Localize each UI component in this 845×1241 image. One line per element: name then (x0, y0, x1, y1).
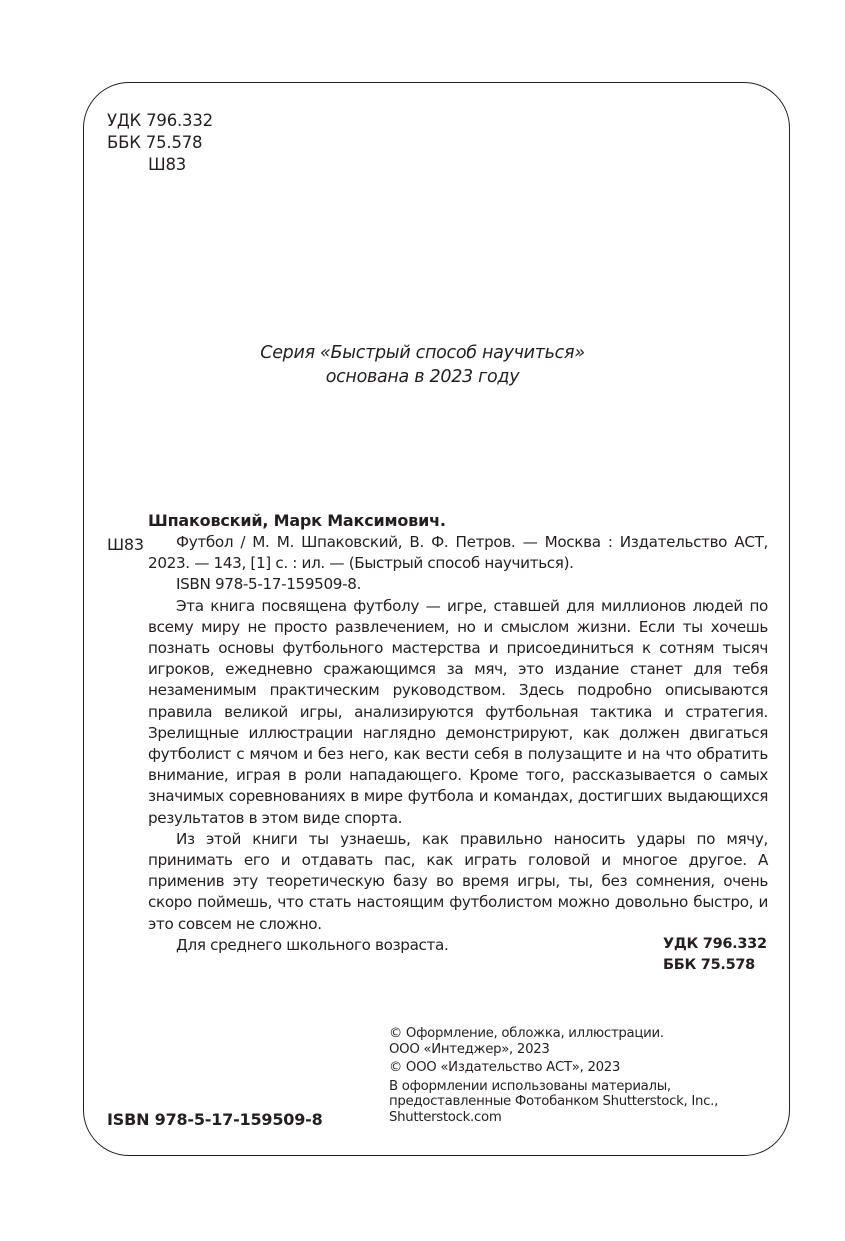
udk-code-bold: УДК 796.332 (663, 936, 767, 952)
bibliographic-record: Футбол / М. М. Шпаковский, В. Ф. Петров. — Москва : Издательство АСТ, 2023. — 143, [1] с. : ил. — (Быстрый способ научиться). (148, 533, 768, 573)
author-heading: Шпаковский, Марк Максимович. (148, 511, 446, 530)
copyright-block (389, 1026, 718, 1128)
age-note: Для среднего школьного возраста. (176, 935, 449, 954)
series-title: Серия «Быстрый способ научиться» (260, 343, 585, 363)
stock-credit-line2: предоставленные Фотобанком Shutterstock, Inc., (389, 1094, 719, 1109)
classification-codes-top (107, 110, 213, 176)
udk-code: УДК 796.332 (107, 111, 213, 130)
classification-codes-bottom (663, 934, 767, 976)
series-founded: основана в 2023 году (325, 367, 520, 387)
copyright-design-line2: ООО «Интеджер», 2023 (389, 1041, 550, 1057)
series-note (0, 341, 845, 389)
author-mark-card: Ш83 (107, 535, 144, 554)
bbk-code: ББК 75.578 (107, 133, 203, 152)
isbn-bottom: ISBN 978-5-17-159509-8 (107, 1110, 323, 1129)
annotation-paragraph-2: Из этой книги ты узнаешь, как правильно наносить удары по мячу, принимать его и отдавать пас, как играть головой и многое другое. А применив эту теоретическую базу во время игры, ты, без сомнения, очень скоро поймешь, что стать настоящим футболистом можно довольно быстро, и это совсем не сложно. (148, 829, 768, 933)
copyright-publisher: © ООО «Издательство АСТ», 2023 (389, 1060, 621, 1075)
stock-credit-line3: Shutterstock.com (389, 1109, 502, 1125)
isbn-record: ISBN 978-5-17-159509-8. (176, 575, 362, 594)
author-mark: Ш83 (148, 155, 187, 174)
copyright-design-line1: © Оформление, обложка, иллюстрации. (389, 1026, 664, 1041)
stock-credit-line1: В оформлении использованы материалы, (389, 1078, 671, 1094)
catalog-card-description (148, 532, 768, 956)
bbk-code-bold: ББК 75.578 (663, 957, 755, 973)
annotation-paragraph-1: Эта книга посвящена футболу — игре, ставшей для миллионов людей по всему миру не просто развлечением, но и смыслом жизни. Если ты хочешь познать основы футбольного мастерства и присоединиться к сотням тысяч игроков, ежедневно сражающимся за мяч, это издание станет для тебя незаменимым практическим руководством. Здесь подробно описываются правила великой игры, анализируются футбольная тактика и стратегия. Зрелищные иллюстрации наглядно демонстрируют, как должен двигаться футболист с мячом и без него, как вести себя в полузащите и на что обратить внимание, играя в роли нападающего. Кроме того, рассказывается о самых значимых соревнованиях в мире футбола и командах, достигших выдающихся результатов в этом виде спорта. (148, 596, 768, 827)
